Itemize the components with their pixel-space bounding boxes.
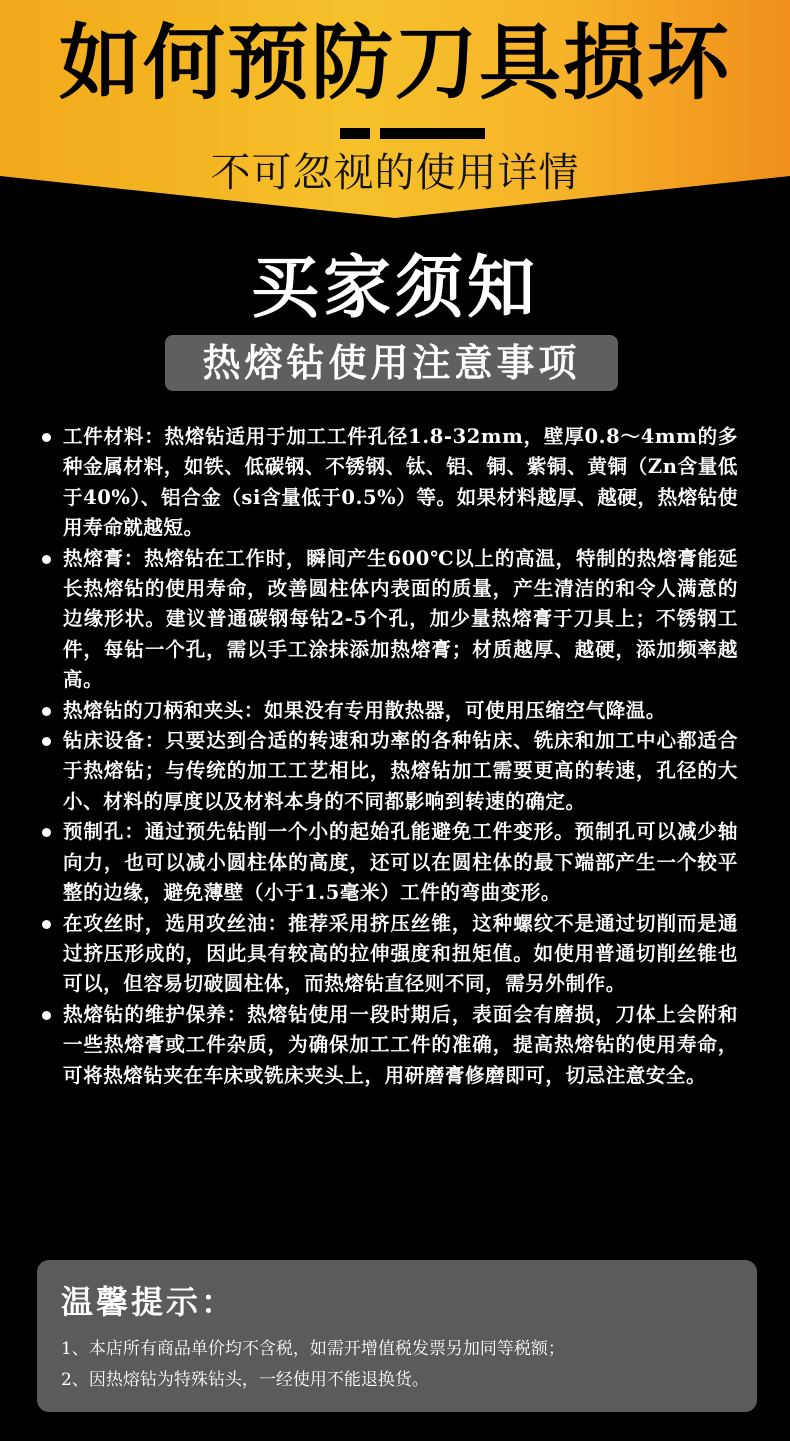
list-item-tapping [38,909,738,1000]
section-label: 热熔钻使用注意事项 [165,335,618,391]
bullet-icon [42,433,51,442]
tip-title: 温馨提示： [61,1283,237,1321]
notice-title: 买家须知 [250,248,539,328]
list-item-text: 在攻丝时，选用攻丝油：推荐采用挤压丝锥，这种螺纹不是通过切削而是通过挤压形成的，因此具有较高的拉伸强度和扭矩值。如使用普通切削丝锥也可以，但容易切破圆柱体，而热熔钻直径则不同，需另外制作。 [63,911,738,996]
list-item-maintenance [38,1000,738,1091]
divider-bar-long [380,128,485,139]
bullet-icon [42,737,51,746]
bullet-icon [42,707,51,716]
tip-line-tax: 1、本店所有商品单价均不含税，如需开增值税发票另加同等税额； [61,1339,565,1359]
list-item-text: 热熔钻的刀柄和夹头：如果没有专用散热器，可使用压缩空气降温。 [63,698,667,722]
bullet-icon [42,555,51,564]
banner-title: 如何预防刀具损坏 [58,16,731,111]
list-item-text: 热熔膏：热熔钻在工作时，瞬间产生600℃以上的高温，特制的热熔膏能延长热熔钻的使用寿命，改善圆柱体内表面的质量，产生清洁的和令人满意的边缘形状。建议普通碳钢每钻2-5个孔，加少量热熔膏于刀具上；不锈钢工件，每钻一个孔，需以手工涂抹添加热熔膏；材质越厚、越硬，添加频率越高。 [63,546,738,692]
tip-line-return: 2、因热熔钻为特殊钻头，一经使用不能退换货。 [61,1370,429,1390]
tip-box [37,1260,757,1412]
list-item-equipment [38,726,738,817]
bullet-icon [42,1011,51,1020]
list-item-text: 热熔钻的维护保养：热熔钻使用一段时期后，表面会有磨损，刀体上会附和一些热熔膏或工件杂质，为确保加工工件的准确，提高热熔钻的使用寿命，可将热熔钻夹在车床或铣床夹头上，用研磨膏修磨即可，切忌注意安全。 [63,1002,738,1087]
list-item-text: 钻床设备：只要达到合适的转速和功率的各种钻床、铣床和加工中心都适合于热熔钻；与传统的加工工艺相比，热熔钻加工需要更高的转速，孔径的大小、材料的厚度以及材料本身的不同都影响到转速的确定。 [63,729,738,813]
banner-subtitle: 不可忽视的使用详情 [210,150,580,196]
divider-bars [340,128,485,139]
notice-list [38,422,738,1091]
list-item-material [38,422,738,544]
list-item-text: 工件材料：热熔钻适用于加工工件孔径1.8-32mm，壁厚0.8～4mm的多种金属材料，如铁、低碳钢、不锈钢、钛、铝、铜、紫铜、黄铜（Zn含量低于40%）、铝合金（si含量低于0.5%）等。如果材料越厚、越硬，热熔钻使用寿命就越短。 [63,425,738,540]
divider-bar-short [340,128,370,139]
list-item-text: 预制孔：通过预先钻削一个小的起始孔能避免工件变形。预制孔可以减少轴向力，也可以减小圆柱体的高度，还可以在圆柱体的最下端部产生一个较平整的边缘，避免薄壁（小于1.5毫米）工件的弯曲变形。 [63,820,738,905]
list-item-paste [38,544,738,696]
bullet-icon [42,828,51,837]
list-item-shank [38,696,738,726]
bullet-icon [42,920,51,929]
list-item-prehole [38,817,738,908]
